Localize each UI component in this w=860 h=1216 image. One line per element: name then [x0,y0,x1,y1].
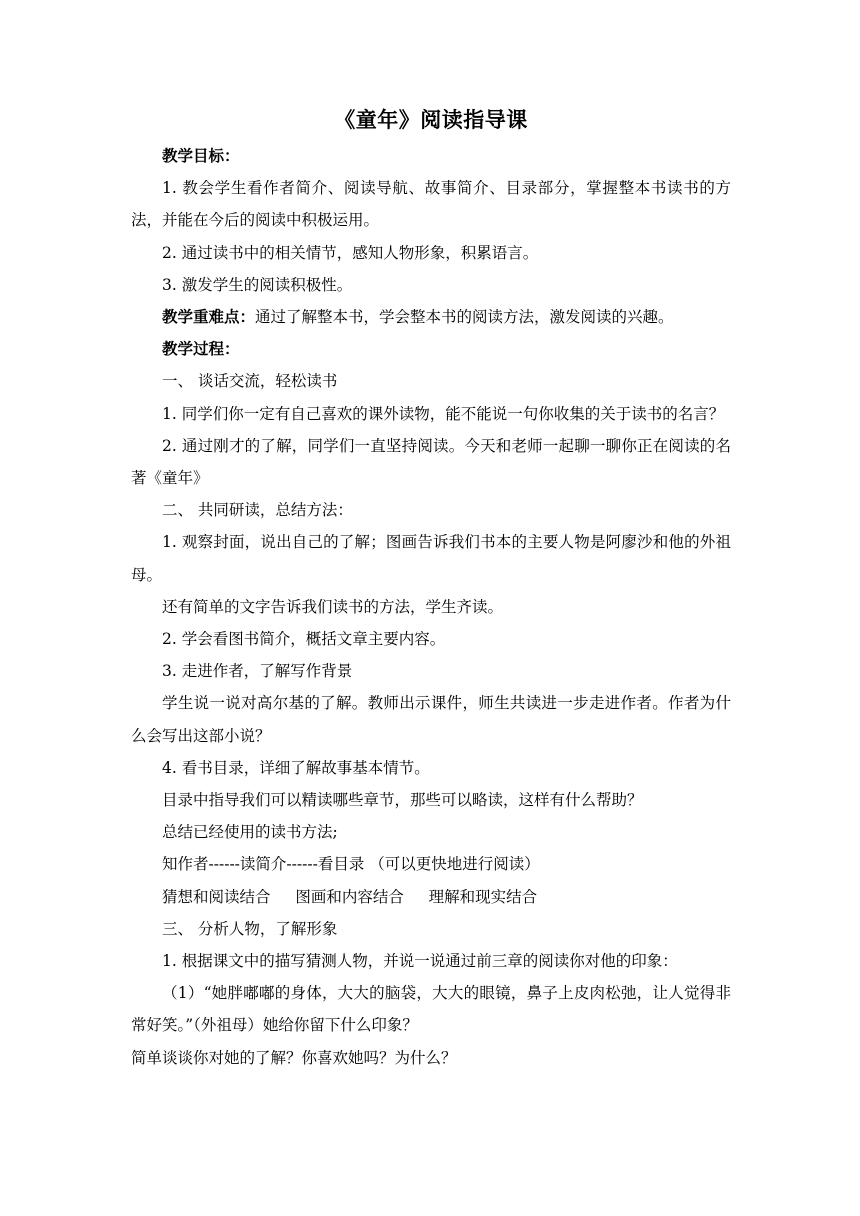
section-item: 目录中指导我们可以精读哪些章节，那些可以略读，这样有什么帮助？ [162,791,643,810]
section-heading: 三、 分析人物，了解形象 [162,919,338,938]
method-item: 猜想和阅读结合 [162,887,271,906]
method-item: 图画和内容结合 [295,887,404,906]
key-points-label: 教学重难点： [162,308,256,327]
section-item: 1. 同学们你一定有自己喜欢的课外读物，能不能说一句你收集的关于读书的名言？ [162,404,725,423]
key-points [131,301,731,333]
section-heading: 二、 共同研读，总结方法： [162,501,353,520]
section-item: 1. 根据课文中的描写猜测人物，并说一说通过前三章的阅读你对他的印象： [162,952,678,971]
goals-heading: 教学目标： [162,147,240,165]
reading-methods [131,881,731,913]
process-heading: 教学过程： [162,340,240,359]
section-item: 知作者------读简介------看目录 （可以更快地进行阅读） [162,855,540,874]
document-title: 《童年》阅读指导课 [334,108,528,132]
section-heading: 一、 谈话交流，轻松读书 [162,372,338,391]
section-item: 3. 走进作者，了解写作背景 [162,662,353,681]
section-item: 还有简单的文字告诉我们读书的方法，学生齐读。 [162,597,504,616]
section-item: 4. 看书目录，详细了解故事基本情节。 [162,758,430,777]
section-item: （1）“她胖嘟嘟的身体，大大的脑袋，大大的眼镜，鼻子上皮肉松弛，让人觉得非常好笑。”（外祖母）她给你留下什么印象？ [131,984,731,1035]
section-item: 1. 观察封面，说出自己的了解；图画告诉我们书本的主要人物是阿廖沙和他的外祖母。 [131,533,731,584]
method-item: 理解和现实结合 [428,887,538,906]
goal-item: 3. 激发学生的阅读积极性。 [162,275,353,294]
section-item: 2. 通过刚才的了解，同学们一直坚持阅读。今天和老师一起聊一聊你正在阅读的名著《童年》 [131,436,731,488]
section-item: 学生说一说对高尔基的了解。教师出示课件，师生共读进一步走进作者。作者为什么会写出这部小说？ [131,694,731,745]
goal-item: 1. 教会学生看作者简介、阅读导航、故事简介、目录部分，掌握整本书读书的方法，并能在今后的阅读中积极运用。 [131,179,731,230]
key-points-text: 通过了解整本书，学会整本书的阅读方法，激发阅读的兴趣。 [255,308,674,327]
section-item: 2. 学会看图书简介，概括文章主要内容。 [162,630,446,649]
section-item: 简单谈谈你对她的了解？你喜欢她吗？为什么？ [131,1048,457,1067]
goal-item: 2. 通过读书中的相关情节，感知人物形象，积累语言。 [162,243,539,262]
document-body [131,140,731,1074]
section-item: 总结已经使用的读书方法; [162,823,338,842]
